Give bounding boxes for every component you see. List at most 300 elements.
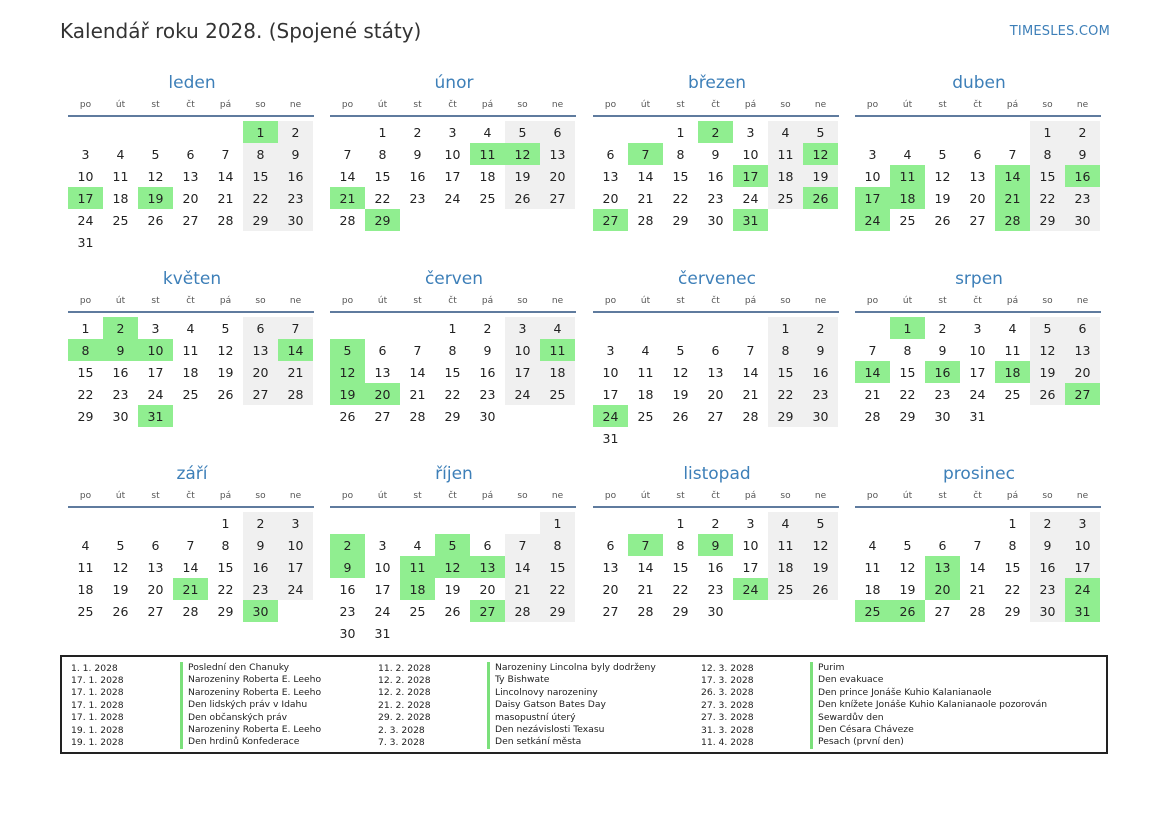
day-grid — [593, 317, 839, 449]
weekday-header — [68, 295, 314, 313]
day-cell: 24 — [969, 386, 986, 402]
day-cell: 4 — [768, 512, 803, 534]
day-cell: 7 — [343, 146, 352, 162]
day-cell: 15 — [540, 556, 575, 578]
empty-cell — [208, 121, 243, 143]
day-cell: 4 — [641, 342, 650, 358]
legend-column — [378, 662, 656, 749]
weekday-label: po — [79, 296, 92, 306]
day-cell: 15 — [77, 364, 94, 380]
legend-row — [71, 699, 321, 711]
legend-holiday-name: Pesach (první den) — [810, 736, 904, 748]
legend-date: 17. 3. 2028 — [701, 675, 754, 687]
empty-cell — [593, 121, 628, 143]
day-cell: 1 — [448, 320, 457, 336]
weekday-label: čt — [186, 296, 195, 306]
day-cell: 4 — [540, 317, 575, 339]
weekday-label: út — [902, 100, 913, 110]
day-cell: 19 — [1030, 361, 1065, 383]
holiday-day-cell: 18 — [890, 187, 925, 209]
weekday-label: so — [1042, 491, 1053, 501]
day-cell: 14 — [637, 559, 654, 575]
empty-cell — [330, 512, 365, 534]
holiday-day-cell: 29 — [365, 209, 400, 231]
day-cell: 31 — [969, 408, 986, 424]
weekday-label: po — [866, 296, 879, 306]
day-cell: 20 — [540, 165, 575, 187]
holiday-day-cell: 16 — [925, 361, 960, 383]
weekday-label: pá — [481, 491, 494, 501]
month-name: září — [176, 464, 208, 484]
weekday-header — [68, 99, 314, 117]
weekday-label: út — [115, 296, 126, 306]
holiday-day-cell: 7 — [628, 143, 663, 165]
day-cell: 29 — [768, 405, 803, 427]
empty-cell — [733, 317, 768, 339]
legend-holiday-name: Den lidských práv v Idahu — [180, 699, 307, 711]
day-cell: 16 — [707, 559, 724, 575]
weekday-label: ne — [814, 491, 827, 501]
legend-holiday-name: Den nezávislosti Texasu — [487, 724, 604, 736]
day-cell: 9 — [1030, 534, 1065, 556]
weekday-label: pá — [1006, 491, 1019, 501]
day-cell: 12 — [899, 559, 916, 575]
legend-row — [378, 687, 656, 699]
day-cell: 3 — [378, 537, 387, 553]
day-cell: 24 — [278, 578, 313, 600]
holiday-day-cell: 12 — [435, 556, 470, 578]
day-grid — [68, 317, 314, 427]
holiday-day-cell: 21 — [173, 578, 208, 600]
day-cell: 20 — [147, 581, 164, 597]
day-cell: 23 — [934, 386, 951, 402]
day-cell: 26 — [934, 212, 951, 228]
day-cell: 3 — [868, 146, 877, 162]
day-cell: 21 — [864, 386, 881, 402]
day-cell: 3 — [505, 317, 540, 339]
day-cell: 21 — [969, 581, 986, 597]
day-cell: 26 — [672, 408, 689, 424]
day-cell: 3 — [746, 124, 755, 140]
empty-cell — [68, 512, 103, 534]
day-cell: 2 — [483, 320, 492, 336]
day-cell: 10 — [742, 146, 759, 162]
legend-date: 11. 4. 2028 — [701, 737, 754, 749]
day-cell: 21 — [409, 386, 426, 402]
legend-date: 26. 3. 2028 — [701, 687, 754, 699]
day-cell: 20 — [182, 190, 199, 206]
day-cell: 3 — [448, 124, 457, 140]
weekday-label: út — [640, 491, 651, 501]
empty-cell — [138, 121, 173, 143]
day-cell: 19 — [217, 364, 234, 380]
day-cell: 9 — [803, 339, 838, 361]
weekday-label: so — [517, 100, 528, 110]
weekday-label: st — [938, 491, 947, 501]
day-cell: 12 — [1030, 339, 1065, 361]
month-name: duben — [952, 73, 1006, 93]
day-cell: 6 — [483, 537, 492, 553]
day-cell: 7 — [746, 342, 755, 358]
weekday-label: pá — [1006, 100, 1019, 110]
day-cell: 23 — [707, 190, 724, 206]
day-cell: 3 — [1065, 512, 1100, 534]
holiday-day-cell: 19 — [138, 187, 173, 209]
weekday-label: so — [1042, 296, 1053, 306]
day-cell: 17 — [742, 559, 759, 575]
holiday-day-cell: 11 — [890, 165, 925, 187]
day-cell: 15 — [1030, 165, 1065, 187]
day-cell: 27 — [243, 383, 278, 405]
empty-cell — [628, 512, 663, 534]
day-grid — [593, 121, 839, 231]
day-cell: 19 — [803, 556, 838, 578]
day-cell: 6 — [186, 146, 195, 162]
day-cell: 25 — [899, 212, 916, 228]
holiday-day-cell: 14 — [278, 339, 313, 361]
day-cell: 25 — [540, 383, 575, 405]
day-cell: 30 — [934, 408, 951, 424]
holiday-day-cell: 28 — [995, 209, 1030, 231]
day-cell: 20 — [969, 190, 986, 206]
day-cell: 27 — [540, 187, 575, 209]
legend-row — [701, 699, 1047, 711]
day-cell: 10 — [444, 146, 461, 162]
day-cell: 14 — [339, 168, 356, 184]
legend-date: 31. 3. 2028 — [701, 724, 754, 736]
day-cell: 9 — [243, 534, 278, 556]
day-cell: 18 — [540, 361, 575, 383]
legend-holiday-name: Den evakuace — [810, 674, 883, 686]
day-cell: 4 — [903, 146, 912, 162]
day-cell: 16 — [707, 168, 724, 184]
day-cell: 9 — [938, 342, 947, 358]
legend-row — [701, 674, 1047, 686]
day-cell: 23 — [707, 581, 724, 597]
day-cell: 28 — [339, 212, 356, 228]
day-cell: 27 — [969, 212, 986, 228]
day-cell: 22 — [672, 581, 689, 597]
weekday-label: po — [604, 296, 617, 306]
day-cell: 28 — [637, 212, 654, 228]
day-cell: 9 — [711, 146, 720, 162]
holiday-day-cell: 25 — [855, 600, 890, 622]
day-cell: 7 — [186, 537, 195, 553]
day-cell: 11 — [1004, 342, 1021, 358]
holiday-legend — [60, 655, 1108, 754]
day-cell: 12 — [147, 168, 164, 184]
day-cell: 28 — [864, 408, 881, 424]
empty-cell — [173, 121, 208, 143]
day-cell: 10 — [602, 364, 619, 380]
day-cell: 17 — [1065, 556, 1100, 578]
day-cell: 29 — [899, 408, 916, 424]
weekday-label: st — [413, 296, 422, 306]
day-cell: 27 — [707, 408, 724, 424]
weekday-header — [593, 490, 839, 508]
day-cell: 23 — [1030, 578, 1065, 600]
month-9 — [68, 463, 314, 622]
day-cell: 16 — [243, 556, 278, 578]
day-cell: 15 — [899, 364, 916, 380]
day-cell: 8 — [768, 339, 803, 361]
weekday-label: po — [341, 100, 354, 110]
legend-date: 17. 1. 2028 — [71, 687, 124, 699]
legend-column — [701, 662, 1047, 749]
holiday-day-cell: 9 — [330, 556, 365, 578]
day-cell: 22 — [540, 578, 575, 600]
day-cell: 17 — [278, 556, 313, 578]
legend-holiday-name: Den setkání města — [487, 736, 581, 748]
holiday-day-cell: 24 — [593, 405, 628, 427]
day-cell: 15 — [768, 361, 803, 383]
day-cell: 29 — [1004, 603, 1021, 619]
day-cell: 17 — [374, 581, 391, 597]
legend-row — [71, 724, 321, 736]
legend-column — [71, 662, 321, 749]
day-cell: 18 — [112, 190, 129, 206]
legend-date: 21. 2. 2028 — [378, 699, 431, 711]
weekday-label: po — [79, 100, 92, 110]
weekday-label: po — [866, 100, 879, 110]
day-cell: 13 — [602, 559, 619, 575]
day-cell: 27 — [147, 603, 164, 619]
day-cell: 5 — [903, 537, 912, 553]
empty-cell — [890, 121, 925, 143]
day-cell: 21 — [505, 578, 540, 600]
empty-cell — [960, 121, 995, 143]
weekday-label: pá — [481, 100, 494, 110]
holiday-day-cell: 1 — [890, 317, 925, 339]
day-cell: 13 — [540, 143, 575, 165]
day-cell: 16 — [1030, 556, 1065, 578]
day-cell: 11 — [77, 559, 94, 575]
holiday-day-cell: 12 — [803, 143, 838, 165]
day-cell: 26 — [803, 578, 838, 600]
weekday-label: út — [377, 100, 388, 110]
legend-holiday-name: Narozeniny Roberta E. Leeho — [180, 674, 321, 686]
empty-cell — [365, 512, 400, 534]
day-cell: 24 — [444, 190, 461, 206]
legend-date: 1. 1. 2028 — [71, 662, 118, 674]
empty-cell — [470, 512, 505, 534]
weekday-label: po — [341, 296, 354, 306]
day-cell: 28 — [182, 603, 199, 619]
legend-row — [701, 687, 1047, 699]
weekday-header — [330, 490, 576, 508]
holiday-day-cell: 19 — [330, 383, 365, 405]
day-cell: 1 — [221, 515, 230, 531]
day-cell: 27 — [934, 603, 951, 619]
day-cell: 26 — [217, 386, 234, 402]
holiday-day-cell: 9 — [698, 534, 733, 556]
day-cell: 10 — [505, 339, 540, 361]
day-cell: 8 — [1008, 537, 1017, 553]
day-cell: 28 — [278, 383, 313, 405]
weekday-label: st — [151, 100, 160, 110]
day-cell: 5 — [221, 320, 230, 336]
legend-date: 12. 2. 2028 — [378, 675, 431, 687]
day-cell: 21 — [637, 190, 654, 206]
empty-cell — [890, 512, 925, 534]
day-cell: 7 — [221, 146, 230, 162]
holiday-day-cell: 17 — [68, 187, 103, 209]
empty-cell — [925, 512, 960, 534]
holiday-day-cell: 20 — [925, 578, 960, 600]
weekday-label: so — [255, 491, 266, 501]
legend-row — [71, 662, 321, 674]
day-cell: 31 — [602, 430, 619, 446]
day-cell: 19 — [899, 581, 916, 597]
day-cell: 13 — [1065, 339, 1100, 361]
weekday-label: st — [676, 296, 685, 306]
weekday-label: ne — [814, 100, 827, 110]
day-cell: 8 — [540, 534, 575, 556]
day-cell: 26 — [444, 603, 461, 619]
legend-holiday-name: Den hrdinů Konfederace — [180, 736, 299, 748]
weekday-label: so — [255, 100, 266, 110]
day-cell: 5 — [116, 537, 125, 553]
legend-date: 7. 3. 2028 — [378, 737, 425, 749]
weekday-label: so — [780, 100, 791, 110]
day-cell: 8 — [221, 537, 230, 553]
day-cell: 4 — [413, 537, 422, 553]
day-cell: 20 — [243, 361, 278, 383]
day-cell: 16 — [409, 168, 426, 184]
day-cell: 21 — [278, 361, 313, 383]
holiday-day-cell: 17 — [855, 187, 890, 209]
legend-holiday-name: Narozeniny Lincolna byly dodrženy — [487, 662, 656, 674]
day-cell: 4 — [483, 124, 492, 140]
day-cell: 6 — [1065, 317, 1100, 339]
day-cell: 5 — [1030, 317, 1065, 339]
day-cell: 11 — [768, 534, 803, 556]
day-cell: 11 — [637, 364, 654, 380]
weekday-label: ne — [551, 491, 564, 501]
page-title: Kalendář roku 2028. (Spojené státy) — [60, 19, 422, 43]
day-cell: 26 — [1030, 383, 1065, 405]
weekday-label: pá — [219, 100, 232, 110]
weekday-header — [68, 490, 314, 508]
day-cell: 2 — [278, 121, 313, 143]
day-cell: 28 — [505, 600, 540, 622]
holiday-day-cell: 18 — [995, 361, 1030, 383]
day-cell: 12 — [803, 534, 838, 556]
empty-cell — [138, 512, 173, 534]
empty-cell — [435, 512, 470, 534]
month-name: říjen — [435, 464, 473, 484]
weekday-label: pá — [744, 100, 757, 110]
day-cell: 4 — [186, 320, 195, 336]
legend-date: 2. 3. 2028 — [378, 724, 425, 736]
legend-date: 19. 1. 2028 — [71, 724, 124, 736]
weekday-label: čt — [711, 491, 720, 501]
holiday-day-cell: 31 — [1065, 600, 1100, 622]
day-cell: 29 — [540, 600, 575, 622]
holiday-day-cell: 17 — [733, 165, 768, 187]
empty-cell — [68, 121, 103, 143]
month-5 — [68, 268, 314, 427]
brand-logo[interactable]: TIMESLES.COM — [1009, 24, 1110, 39]
weekday-label: po — [604, 100, 617, 110]
weekday-label: út — [902, 491, 913, 501]
day-cell: 8 — [243, 143, 278, 165]
day-cell: 22 — [374, 190, 391, 206]
day-cell: 27 — [182, 212, 199, 228]
day-cell: 11 — [768, 143, 803, 165]
day-cell: 15 — [374, 168, 391, 184]
weekday-label: st — [413, 100, 422, 110]
day-cell: 30 — [707, 212, 724, 228]
day-grid — [593, 512, 839, 622]
day-cell: 19 — [444, 581, 461, 597]
day-cell: 6 — [973, 146, 982, 162]
weekday-label: so — [780, 296, 791, 306]
legend-holiday-name: Den prince Jonáše Kuhio Kalanianaole — [810, 687, 992, 699]
empty-cell — [663, 317, 698, 339]
day-cell: 10 — [969, 342, 986, 358]
day-grid — [855, 512, 1101, 622]
day-cell: 14 — [742, 364, 759, 380]
legend-holiday-name: Den občanských práv — [180, 712, 287, 724]
month-12 — [855, 463, 1101, 622]
weekday-label: út — [115, 491, 126, 501]
day-cell: 13 — [969, 168, 986, 184]
day-cell: 1 — [81, 320, 90, 336]
day-cell: 18 — [182, 364, 199, 380]
day-cell: 5 — [938, 146, 947, 162]
day-cell: 6 — [378, 342, 387, 358]
empty-cell — [855, 121, 890, 143]
weekday-label: ne — [289, 296, 302, 306]
day-cell: 20 — [602, 190, 619, 206]
day-cell: 12 — [672, 364, 689, 380]
day-cell: 17 — [602, 386, 619, 402]
legend-date: 17. 1. 2028 — [71, 675, 124, 687]
day-cell: 15 — [672, 168, 689, 184]
day-cell: 30 — [479, 408, 496, 424]
empty-cell — [698, 317, 733, 339]
day-cell: 24 — [77, 212, 94, 228]
holiday-day-cell: 10 — [138, 339, 173, 361]
legend-date: 12. 2. 2028 — [378, 687, 431, 699]
day-cell: 14 — [217, 168, 234, 184]
legend-row — [378, 712, 656, 724]
day-cell: 3 — [151, 320, 160, 336]
empty-cell — [103, 121, 138, 143]
day-cell: 18 — [637, 386, 654, 402]
day-cell: 20 — [602, 581, 619, 597]
legend-date: 11. 2. 2028 — [378, 662, 431, 674]
holiday-day-cell: 7 — [628, 534, 663, 556]
legend-row — [378, 662, 656, 674]
month-name: leden — [168, 73, 216, 93]
month-name: červen — [424, 269, 484, 289]
day-cell: 4 — [868, 537, 877, 553]
day-grid — [330, 317, 576, 427]
weekday-label: so — [517, 296, 528, 306]
empty-cell — [593, 317, 628, 339]
day-cell: 6 — [606, 146, 615, 162]
weekday-label: pá — [219, 491, 232, 501]
holiday-day-cell: 1 — [243, 121, 278, 143]
weekday-label: so — [1042, 100, 1053, 110]
month-6 — [330, 268, 576, 427]
day-cell: 6 — [540, 121, 575, 143]
weekday-header — [593, 99, 839, 117]
day-grid — [68, 121, 314, 253]
day-cell: 15 — [672, 559, 689, 575]
